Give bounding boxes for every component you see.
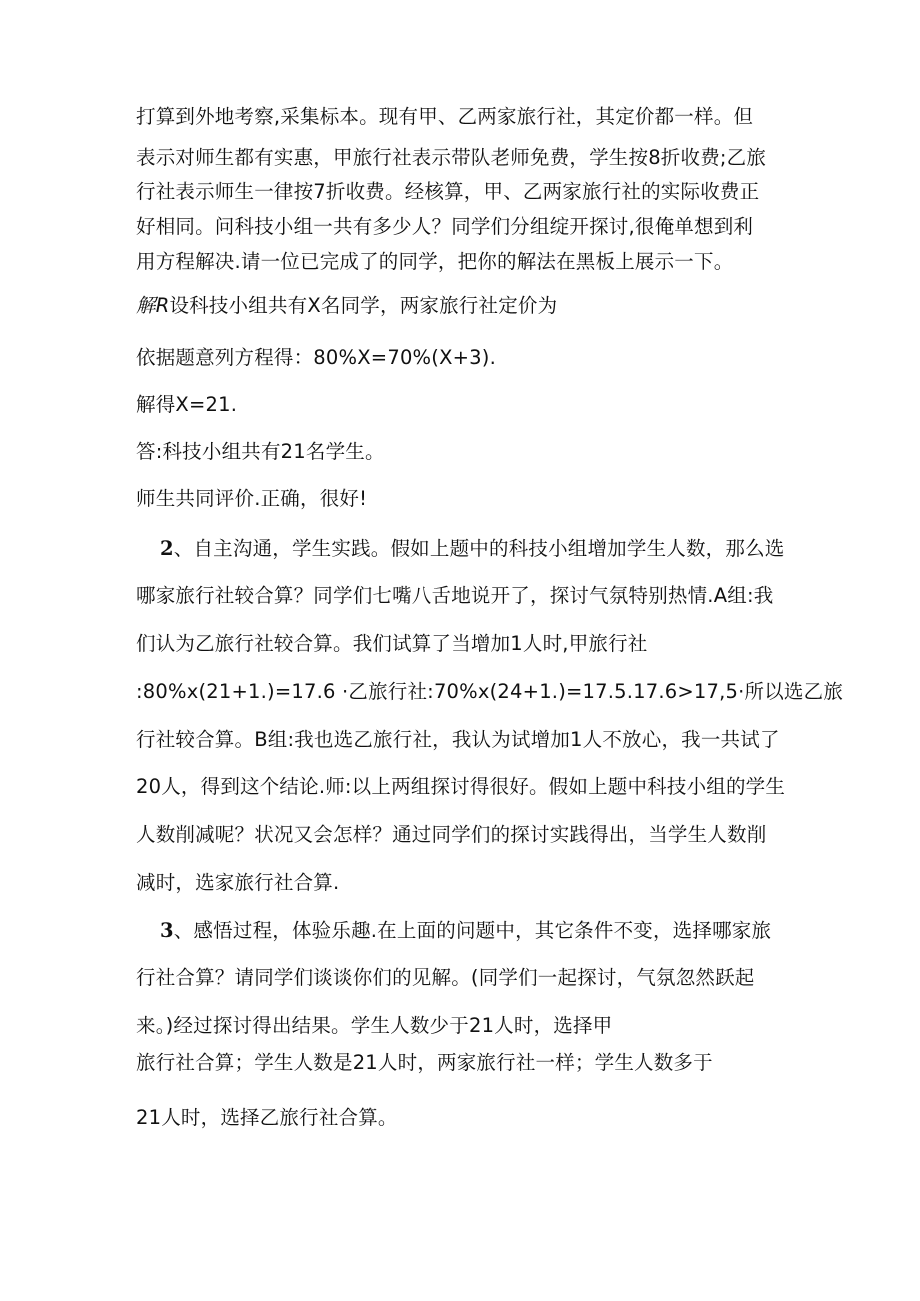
- item-3-line: [160, 917, 771, 945]
- text-line: 行社表示师生一律按7折收费。经核算，甲、乙两家旅行社的实际收费正: [136, 180, 760, 203]
- text-line: 表示对师生都有实惠，甲旅行社表示带队老师免费，学生按8折收费;乙旅: [136, 146, 767, 169]
- text-line: 行社合算？请同学们谈谈你们的见解。(同学们一起探讨，气氛忽然跃起: [136, 966, 755, 989]
- text-line: 来。)经过探讨得出结果。学生人数少于21人时，选择甲: [136, 1014, 613, 1037]
- result-line: 解得X=21.: [136, 393, 238, 416]
- text-line: :80%x(21+1.)=17.6 ·乙旅行社:70%x(24+1.)=17.5.17.6>17,5·所以选乙旅: [136, 680, 844, 703]
- text-line: 们认为乙旅行社较合算。我们试算了当增加1人时,甲旅行社: [136, 632, 648, 655]
- text-line: 打算到外地考察,采集标本。现有甲、乙两家旅行社，其定价都一样。但: [136, 105, 754, 128]
- text-line: 人数削减呢？状况又会怎样？通过同学们的探讨实践得出，当学生人数削: [136, 823, 767, 846]
- item-number: 2: [160, 537, 174, 560]
- answer-line: 答:科技小组共有21名学生。: [136, 440, 385, 463]
- item-2-text: 、自主沟通，学生实践。假如上题中的科技小组增加学生人数，那么选: [173, 537, 785, 560]
- solution-line: [136, 292, 557, 320]
- text-line: 21人时，选择乙旅行社合算。: [136, 1106, 398, 1129]
- text-line: 旅行社合算；学生人数是21人时，两家旅行社一样；学生人数多于: [136, 1051, 713, 1074]
- item-3-text: 、感悟过程，体验乐趣.在上面的问题中，其它条件不变，选择哪家旅: [173, 919, 772, 942]
- text-line: 减时，选家旅行社合算.: [136, 871, 340, 894]
- item-2-line: [160, 535, 784, 563]
- evaluation-line: 师生共同评价.正确，很好!: [136, 487, 368, 510]
- text-line: 好相同。问科技小组一共有多少人？同学们分组绽开探讨,很俺单想到利: [136, 215, 754, 238]
- solution-text: 设科技小组共有X名同学，两家旅行社定价为: [169, 294, 558, 317]
- text-line: 20人，得到这个结论.师:以上两组探讨得很好。假如上题中科技小组的学生: [136, 775, 786, 798]
- item-number: 3: [160, 919, 174, 942]
- equation-line: 依据题意列方程得：80%X=70%(X+3).: [136, 346, 496, 369]
- text-line: 哪家旅行社较合算？同学们七嘴八舌地说开了，探讨气氛特别热情.A组:我: [136, 584, 774, 607]
- solution-prefix: 解R: [136, 294, 170, 317]
- text-line: 用方程解决.请一位已完成了的同学，把你的解法在黑板上展示一下。: [136, 250, 734, 273]
- text-line: 行社较合算。B组:我也选乙旅行社，我认为试增加1人不放心，我一共试了: [136, 728, 780, 751]
